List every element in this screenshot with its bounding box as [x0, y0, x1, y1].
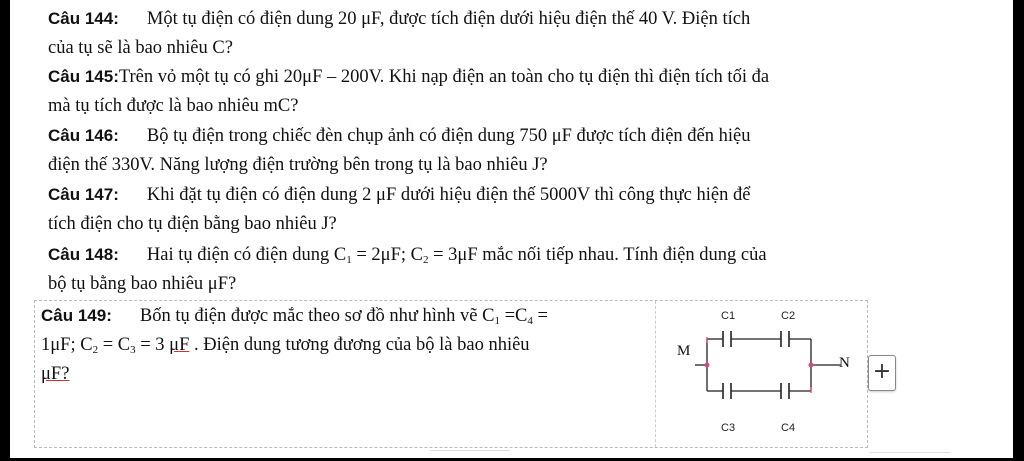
- circuit-wires: [695, 339, 841, 391]
- question-149-box: [34, 300, 868, 448]
- question-text-cont: 1μF; $C_2 = C_3 = 3$ μF . Điện dung tương đương của bộ là bao nhiêu: [41, 335, 530, 356]
- question-label: Câu 145:: [48, 67, 119, 86]
- c2-label: C2: [781, 310, 796, 322]
- question-text: Khi đặt tụ điện có điện dung 2 μF dưới hiệu điện thế 5000V thì công thực hiện để: [146, 185, 751, 205]
- question-text-cont: mà tụ tích được là bao nhiêu mC?: [48, 96, 299, 116]
- document-page: [10, 0, 1013, 458]
- question-148: [48, 240, 908, 299]
- c1-label: C1: [721, 310, 736, 322]
- add-button[interactable]: +: [868, 355, 896, 391]
- question-text: Trên vỏ một tụ có ghi 20μF – 200V. Khi nạp điện an toàn cho tụ điện thì điện tích tối đa: [118, 67, 770, 87]
- question-label: Câu 144:: [48, 9, 119, 28]
- node-n-label: N: [839, 355, 850, 371]
- question-label: Câu 149:: [41, 306, 112, 325]
- question-149-text-cell: [35, 301, 656, 447]
- question-145: [48, 62, 908, 121]
- question-text-cont: tích điện cho tụ điện bằng bao nhiêu J?: [48, 214, 337, 234]
- question-text-cont: điện thế 330V. Năng lượng điện trường bên trong tụ là bao nhiêu J?: [48, 155, 548, 175]
- question-text-cont: bộ tụ bằng bao nhiêu μF?: [48, 274, 237, 294]
- node-markers: [705, 337, 813, 393]
- question-text-end: μF?: [41, 364, 70, 384]
- c4-label: C4: [781, 422, 796, 434]
- bottom-divider: [870, 452, 950, 461]
- question-label: Câu 147:: [48, 185, 119, 204]
- question-text: Hai tụ điện có điện dung $C_1 = 2\mu F$; $C_2 = 3\mu F$ mắc nối tiếp nhau. Tính điện dung của: [146, 245, 767, 266]
- question-146: [48, 121, 908, 180]
- capacitor-plates: [723, 331, 789, 399]
- capacitor-circuit-diagram: [661, 303, 861, 443]
- question-147: [48, 180, 908, 239]
- question-label: Câu 148:: [48, 245, 119, 264]
- c3-label: C3: [721, 422, 736, 434]
- question-text-cont: của tụ sẽ là bao nhiêu C?: [48, 38, 233, 58]
- question-text: Một tụ điện có điện dung 20 μF, được tích điện dưới hiệu điện thế 40 V. Điện tích: [146, 9, 751, 29]
- question-label: Câu 146:: [48, 126, 119, 145]
- question-149: [41, 301, 653, 389]
- question-text: Bộ tụ điện trong chiếc đèn chụp ảnh có điện dung 750 μF được tích điện đến hiệu: [146, 126, 751, 146]
- node-m-label: M: [677, 343, 691, 359]
- question-144: [48, 4, 908, 63]
- question-text: Bốn tụ điện được mắc theo sơ đồ như hình vẽ $C_1 =C_4$ =: [139, 306, 548, 327]
